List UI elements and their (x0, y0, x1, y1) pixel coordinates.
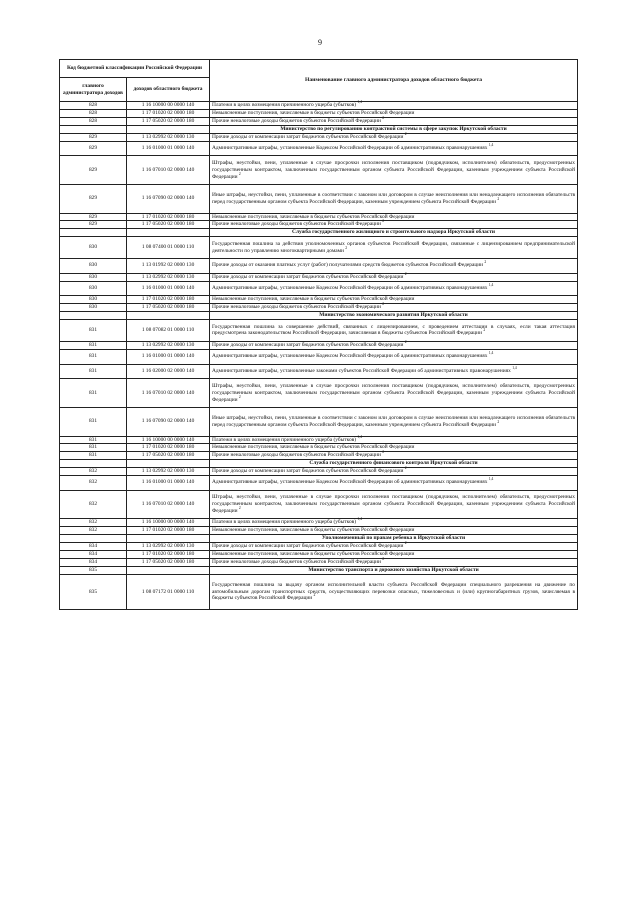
income-name-cell (210, 258, 578, 273)
income-code-cell: 1 17 01020 02 0000 180 (127, 444, 210, 452)
income-name-cell (210, 364, 578, 379)
admin-code-cell: 832 (60, 519, 127, 527)
income-name-cell (210, 141, 578, 156)
admin-code-cell: 832 (60, 468, 127, 476)
table-row (60, 133, 578, 141)
income-name-text: Невыясненные поступления, зачисляемые в бюджеты субъектов Российской Федерации (212, 527, 415, 534)
admin-code-cell: 834 (60, 558, 127, 566)
table-row (60, 221, 578, 229)
table-row (60, 452, 578, 460)
admin-code-cell: 831 (60, 349, 127, 364)
income-name-text: Прочие доходы от компенсации затрат бюджетов субъектов Российской Федерации (212, 468, 404, 475)
income-name-cell (210, 379, 578, 408)
admin-code-cell: 828 (60, 109, 127, 117)
income-name-text: Уполномоченный по правам ребенка в Иркутской области (321, 535, 466, 542)
income-name-cell (210, 349, 578, 364)
header-group-cell: Код бюджетной классификации Российской Федерации (60, 60, 210, 78)
footnote-marker: 1,4 (488, 351, 494, 356)
table-row (60, 141, 578, 156)
header-name-cell: Наименование главного администратора доходов областного бюджета (210, 60, 578, 102)
footnote-marker: 2 (313, 593, 316, 598)
income-name-text: Прочие доходы от компенсации затрат бюджетов субъектов Российской Федерации (212, 133, 404, 140)
table-row (60, 490, 578, 519)
table-body (60, 102, 578, 610)
income-name-cell (210, 527, 578, 535)
admin-code-cell: 831 (60, 407, 127, 436)
admin-code-cell: 831 (60, 452, 127, 460)
income-name-cell (210, 574, 578, 610)
table-row (60, 527, 578, 535)
section-row (60, 566, 578, 574)
income-code-cell (127, 566, 210, 574)
footnote-marker: 2 (404, 131, 407, 136)
income-name-cell (210, 490, 578, 519)
income-code-cell: 1 17 01020 02 0000 180 (127, 551, 210, 559)
table-row (60, 379, 578, 408)
footnote-marker: 2 (483, 328, 486, 333)
income-name-cell (210, 444, 578, 452)
section-row (60, 125, 578, 133)
header-admin-cell: главного администратора доходов (60, 78, 127, 102)
section-title-cell (210, 566, 578, 574)
admin-code-cell: 831 (60, 379, 127, 408)
footnote-marker: 2 (345, 245, 348, 250)
income-code-cell: 1 16 10000 00 0000 140 (127, 519, 210, 527)
footnote-marker: 1,4 (357, 517, 362, 522)
admin-code-cell (60, 229, 127, 237)
income-name-text: Прочие неналоговые доходы бюджетов субъектов Российской Федерации (212, 221, 381, 228)
footnote-marker: 2 (497, 196, 500, 201)
admin-code-cell (60, 460, 127, 468)
income-name-text: Прочие доходы от оказания платных услуг (работ) получателями средств бюджетов субъектов Российской Федерации (212, 262, 484, 269)
table-row (60, 156, 578, 185)
income-code-cell: 1 16 01000 01 0000 140 (127, 349, 210, 364)
admin-code-cell: 829 (60, 184, 127, 213)
income-code-cell (127, 312, 210, 320)
footnote-marker: 2 (497, 419, 500, 424)
income-name-text: Прочие доходы от компенсации затрат бюджетов субъектов Российской Федерации (212, 273, 404, 280)
income-name-text: Прочие доходы от компенсации затрат бюджетов субъектов Российской Федерации (212, 543, 404, 550)
admin-code-cell: 832 (60, 476, 127, 491)
income-code-cell: 1 16 01000 01 0000 140 (127, 476, 210, 491)
income-name-text: Платежи в целях возмещения причиненного ущерба (убытков) (212, 436, 357, 443)
income-name-text: Прочие неналоговые доходы бюджетов субъектов Российской Федерации (212, 558, 381, 565)
income-name-cell (210, 213, 578, 221)
admin-code-cell: 835 (60, 566, 127, 574)
admin-code-cell: 832 (60, 527, 127, 535)
income-code-cell: 1 17 05020 02 0000 180 (127, 452, 210, 460)
footnote-marker: 2 (382, 302, 385, 307)
table-row (60, 237, 578, 259)
table-row (60, 444, 578, 452)
admin-code-cell: 831 (60, 436, 127, 444)
income-name-text: Платежи в целях возмещения причиненного ущерба (убытков) (212, 519, 357, 526)
table-row (60, 468, 578, 476)
section-row (60, 460, 578, 468)
income-code-cell: 1 17 05020 02 0000 180 (127, 221, 210, 229)
table-row (60, 258, 578, 273)
income-code-cell: 1 13 02992 02 0000 130 (127, 273, 210, 281)
income-code-cell (127, 229, 210, 237)
income-code-cell: 1 16 01000 01 0000 140 (127, 141, 210, 156)
budget-classification-table (59, 59, 578, 610)
income-name-cell (210, 407, 578, 436)
footnote-marker: 2 (404, 541, 407, 546)
table-row (60, 558, 578, 566)
admin-code-cell: 831 (60, 320, 127, 342)
table-row (60, 574, 578, 610)
section-row (60, 535, 578, 543)
income-name-text: Прочие неналоговые доходы бюджетов субъектов Российской Федерации (212, 117, 381, 124)
income-code-cell: 1 17 01020 02 0000 180 (127, 527, 210, 535)
footnote-marker: 1,4 (488, 143, 494, 148)
admin-code-cell: 834 (60, 551, 127, 559)
footnote-marker: 1,4 (512, 366, 517, 371)
admin-code-cell: 835 (60, 574, 127, 610)
income-code-cell: 1 08 07172 01 0000 110 (127, 574, 210, 610)
income-name-text: Невыясненные поступления, зачисляемые в бюджеты субъектов Российской Федерации (212, 551, 415, 558)
admin-code-cell: 830 (60, 237, 127, 259)
income-code-cell: 1 13 02992 02 0000 130 (127, 543, 210, 551)
section-title-cell (210, 535, 578, 546)
income-name-text: Невыясненные поступления, зачисляемые в бюджеты субъектов Российской Федерации (212, 213, 415, 220)
income-code-cell: 1 17 05020 02 0000 180 (127, 117, 210, 125)
income-code-cell: 1 17 05020 02 0000 180 (127, 558, 210, 566)
section-row (60, 229, 578, 237)
table-row (60, 364, 578, 379)
admin-code-cell: 829 (60, 213, 127, 221)
income-name-text: Иные штрафы, неустойки, пени, уплаченные в соответствии с законом или договором в случае неисполнения или ненадлежащего исполнения обязательств перед государственным органом субъекта Российской Федерации, казенным учреждением субъекта Российской Федерации (212, 414, 576, 428)
table-row (60, 349, 578, 364)
income-name-text: Прочие неналоговые доходы бюджетов субъектов Российской Федерации (212, 452, 381, 459)
section-row (60, 312, 578, 320)
income-name-text: Административные штрафы, установленные законами субъектов Российской Федерации об административных правонарушениях (212, 367, 511, 374)
admin-code-cell: 830 (60, 281, 127, 296)
income-name-text: Невыясненные поступления, зачисляемые в бюджеты субъектов Российской Федерации (212, 296, 415, 303)
income-code-cell: 1 16 10000 00 0000 140 (127, 102, 210, 110)
admin-code-cell: 830 (60, 296, 127, 304)
income-code-cell: 1 16 07010 02 0000 140 (127, 490, 210, 519)
income-name-text: Штрафы, неустойки, пени, уплаченные в случае просрочки исполнения поставщиком (подрядчиком, исполнителем) обязательств, предусмотренных государственным контрактом, заключенным государственным органом субъекта Российской Федерации, казенным учреждением субъекта Российской Федерации (212, 382, 576, 403)
admin-code-cell: 829 (60, 141, 127, 156)
income-name-cell (210, 273, 578, 281)
income-name-cell (210, 133, 578, 141)
income-name-cell (210, 184, 578, 213)
income-name-text: Служба государственного жилищного и строительного надзора Иркутской области (292, 229, 495, 236)
income-name-text: Министерство экономического развития Иркутской области (319, 312, 468, 319)
admin-code-cell: 831 (60, 341, 127, 349)
table-row (60, 109, 578, 117)
admin-code-cell: 832 (60, 490, 127, 519)
section-title-cell (210, 125, 578, 133)
income-code-cell: 1 13 02992 02 0000 130 (127, 133, 210, 141)
income-name-cell (210, 476, 578, 491)
income-code-cell (127, 125, 210, 133)
table-row (60, 341, 578, 349)
income-name-text: Административные штрафы, установленные Кодексом Российской Федерации об административных правонарушениях (212, 144, 488, 151)
income-name-cell (210, 519, 578, 527)
admin-code-cell (60, 312, 127, 320)
footnote-marker: 2 (404, 340, 407, 345)
footnote-marker: 2 (382, 116, 385, 121)
income-name-cell (210, 543, 578, 551)
table-row (60, 102, 578, 110)
income-name-cell (210, 304, 578, 312)
income-code-cell: 1 17 01020 02 0000 180 (127, 109, 210, 117)
header-income-cell: доходов областного бюджета (127, 78, 210, 102)
footnote-marker: 1,4 (488, 477, 494, 482)
admin-code-cell (60, 535, 127, 543)
income-name-text: Платежи в целях возмещения причиненного ущерба (убытков) (212, 102, 357, 108)
table-row (60, 543, 578, 551)
income-name-text: Государственная пошлина за действия уполномоченных органов субъектов Российской Федерации, связанные с лицензированием предпринимательской деятельности по управлению многоквартирными домами (212, 240, 576, 254)
income-name-cell (210, 468, 578, 476)
income-name-cell (210, 102, 578, 110)
footnote-marker: 2 (238, 394, 241, 399)
income-code-cell: 1 16 07010 02 0000 140 (127, 156, 210, 185)
income-code-cell: 1 08 07400 01 0000 110 (127, 237, 210, 259)
footnote-marker: 2 (238, 506, 241, 511)
income-name-text: Служба государственного финансового контроля Иркутской области (309, 460, 478, 467)
table-row (60, 476, 578, 491)
table-row (60, 213, 578, 221)
footnote-marker: 2 (382, 557, 385, 562)
page-number: 9 (318, 38, 322, 47)
income-code-cell: 1 16 02000 02 0000 140 (127, 364, 210, 379)
admin-code-cell: 830 (60, 273, 127, 281)
footnote-marker: 1,4 (357, 100, 362, 105)
income-name-text: Административные штрафы, установленные Кодексом Российской Федерации об административных правонарушениях (212, 479, 488, 486)
footnote-marker: 1,4 (357, 434, 362, 439)
admin-code-cell: 829 (60, 133, 127, 141)
admin-code-cell: 831 (60, 364, 127, 379)
income-code-cell: 1 17 05020 02 0000 180 (127, 304, 210, 312)
admin-code-cell: 831 (60, 444, 127, 452)
income-code-cell: 1 17 01020 02 0000 180 (127, 213, 210, 221)
income-name-text: Государственная пошлина за выдачу органом исполнительной власти субъекта Российской Федерации специального разрешения на движение по автомобильным дорогам транспортных средств, осуществляющих перевозки опасных, тяжеловесных и (или) крупногабаритных грузов, зачисляемая в бюджеты субъектов Российской Федерации (212, 581, 576, 602)
income-name-text: Иные штрафы, неустойки, пени, уплаченные в соответствии с законом или договором в случае неисполнения или ненадлежащего исполнения обязательств перед государственным органом субъекта Российской Федерации, казенным учреждением субъекта Российской Федерации (212, 191, 576, 205)
table-row (60, 407, 578, 436)
admin-code-cell: 828 (60, 102, 127, 110)
income-code-cell: 1 17 01020 02 0000 180 (127, 296, 210, 304)
income-code-cell (127, 535, 210, 543)
table-row (60, 551, 578, 559)
income-name-cell (210, 436, 578, 444)
section-title-cell (210, 460, 578, 471)
footnote-marker: 2 (404, 271, 407, 276)
admin-code-cell: 828 (60, 117, 127, 125)
income-code-cell (127, 460, 210, 468)
income-name-text: Государственная пошлина за совершение действий, связанных с лицензированием, с проведением аттестации в случаях, если такая аттестация предусмотрена законодательством Российской Федерации, зачисляемая в бюджеты субъектов Российской Федерации (212, 323, 576, 337)
table-row (60, 184, 578, 213)
income-name-text: Административные штрафы, установленные Кодексом Российской Федерации об административных правонарушениях (212, 353, 488, 360)
section-title-cell (210, 312, 578, 320)
income-name-cell (210, 558, 578, 566)
footnote-marker: 2 (404, 466, 407, 471)
income-name-text: Невыясненные поступления, зачисляемые в бюджеты субъектов Российской Федерации (212, 109, 415, 116)
income-name-text: Штрафы, неустойки, пени, уплаченные в случае просрочки исполнения поставщиком (подрядчиком, исполнителем) обязательств, предусмотренных государственным контрактом, заключенным государственным органом субъекта Российской Федерации, казенным учреждением субъекта Российской Федерации (212, 159, 576, 180)
income-name-cell (210, 221, 578, 229)
income-code-cell: 1 13 02992 02 0000 130 (127, 468, 210, 476)
footnote-marker: 2 (238, 171, 241, 176)
income-name-cell (210, 296, 578, 304)
income-name-cell (210, 109, 578, 117)
income-code-cell: 1 16 07090 02 0000 140 (127, 407, 210, 436)
admin-code-cell: 834 (60, 543, 127, 551)
table-row (60, 304, 578, 312)
income-name-cell (210, 117, 578, 125)
income-code-cell: 1 13 01992 02 0000 130 (127, 258, 210, 273)
admin-code-cell: 830 (60, 258, 127, 273)
table-row (60, 519, 578, 527)
income-code-cell: 1 16 07010 02 0000 140 (127, 379, 210, 408)
income-name-text: Административные штрафы, установленные Кодексом Российской Федерации об административных правонарушениях (212, 285, 488, 292)
income-code-cell: 1 16 01000 01 0000 140 (127, 281, 210, 296)
footnote-marker: 1,4 (488, 283, 494, 288)
income-name-text: Невыясненные поступления, зачисляемые в бюджеты субъектов Российской Федерации (212, 444, 415, 451)
income-code-cell: 1 16 10000 00 0000 140 (127, 436, 210, 444)
income-name-cell (210, 341, 578, 349)
income-name-cell (210, 156, 578, 185)
income-name-text: Министерство транспорта и дорожного хозяйства Иркутской области (308, 566, 479, 573)
table-row (60, 320, 578, 342)
income-name-text: Штрафы, неустойки, пени, уплаченные в случае просрочки исполнения поставщиком (подрядчиком, исполнителем) обязательств, предусмотренных государственным контрактом, заключенным государственным органом субъекта Российской Федерации, казенным учреждением субъекта Российской Федерации (212, 494, 576, 515)
table-row (60, 281, 578, 296)
income-name-text: Министерство по регулированию контрактной системы в сфере закупок Иркутской области (280, 125, 507, 132)
income-name-cell (210, 452, 578, 460)
header-row-top (60, 60, 578, 78)
table-row (60, 436, 578, 444)
table-row (60, 117, 578, 125)
income-name-cell (210, 237, 578, 259)
footnote-marker: 2 (382, 219, 385, 224)
admin-code-cell: 829 (60, 221, 127, 229)
income-code-cell: 1 08 07082 01 0000 110 (127, 320, 210, 342)
income-name-text: Прочие неналоговые доходы бюджетов субъектов Российской Федерации (212, 304, 381, 311)
table-row (60, 296, 578, 304)
income-code-cell: 1 16 07090 02 0000 140 (127, 184, 210, 213)
income-name-text: Прочие доходы от компенсации затрат бюджетов субъектов Российской Федерации (212, 341, 404, 348)
income-code-cell: 1 13 02992 02 0000 130 (127, 341, 210, 349)
footnote-marker: 2 (484, 260, 487, 265)
table-row (60, 273, 578, 281)
admin-code-cell: 830 (60, 304, 127, 312)
footnote-marker: 2 (382, 450, 385, 455)
section-title-cell (210, 229, 578, 237)
admin-code-cell (60, 125, 127, 133)
admin-code-cell: 829 (60, 156, 127, 185)
income-name-cell (210, 281, 578, 296)
